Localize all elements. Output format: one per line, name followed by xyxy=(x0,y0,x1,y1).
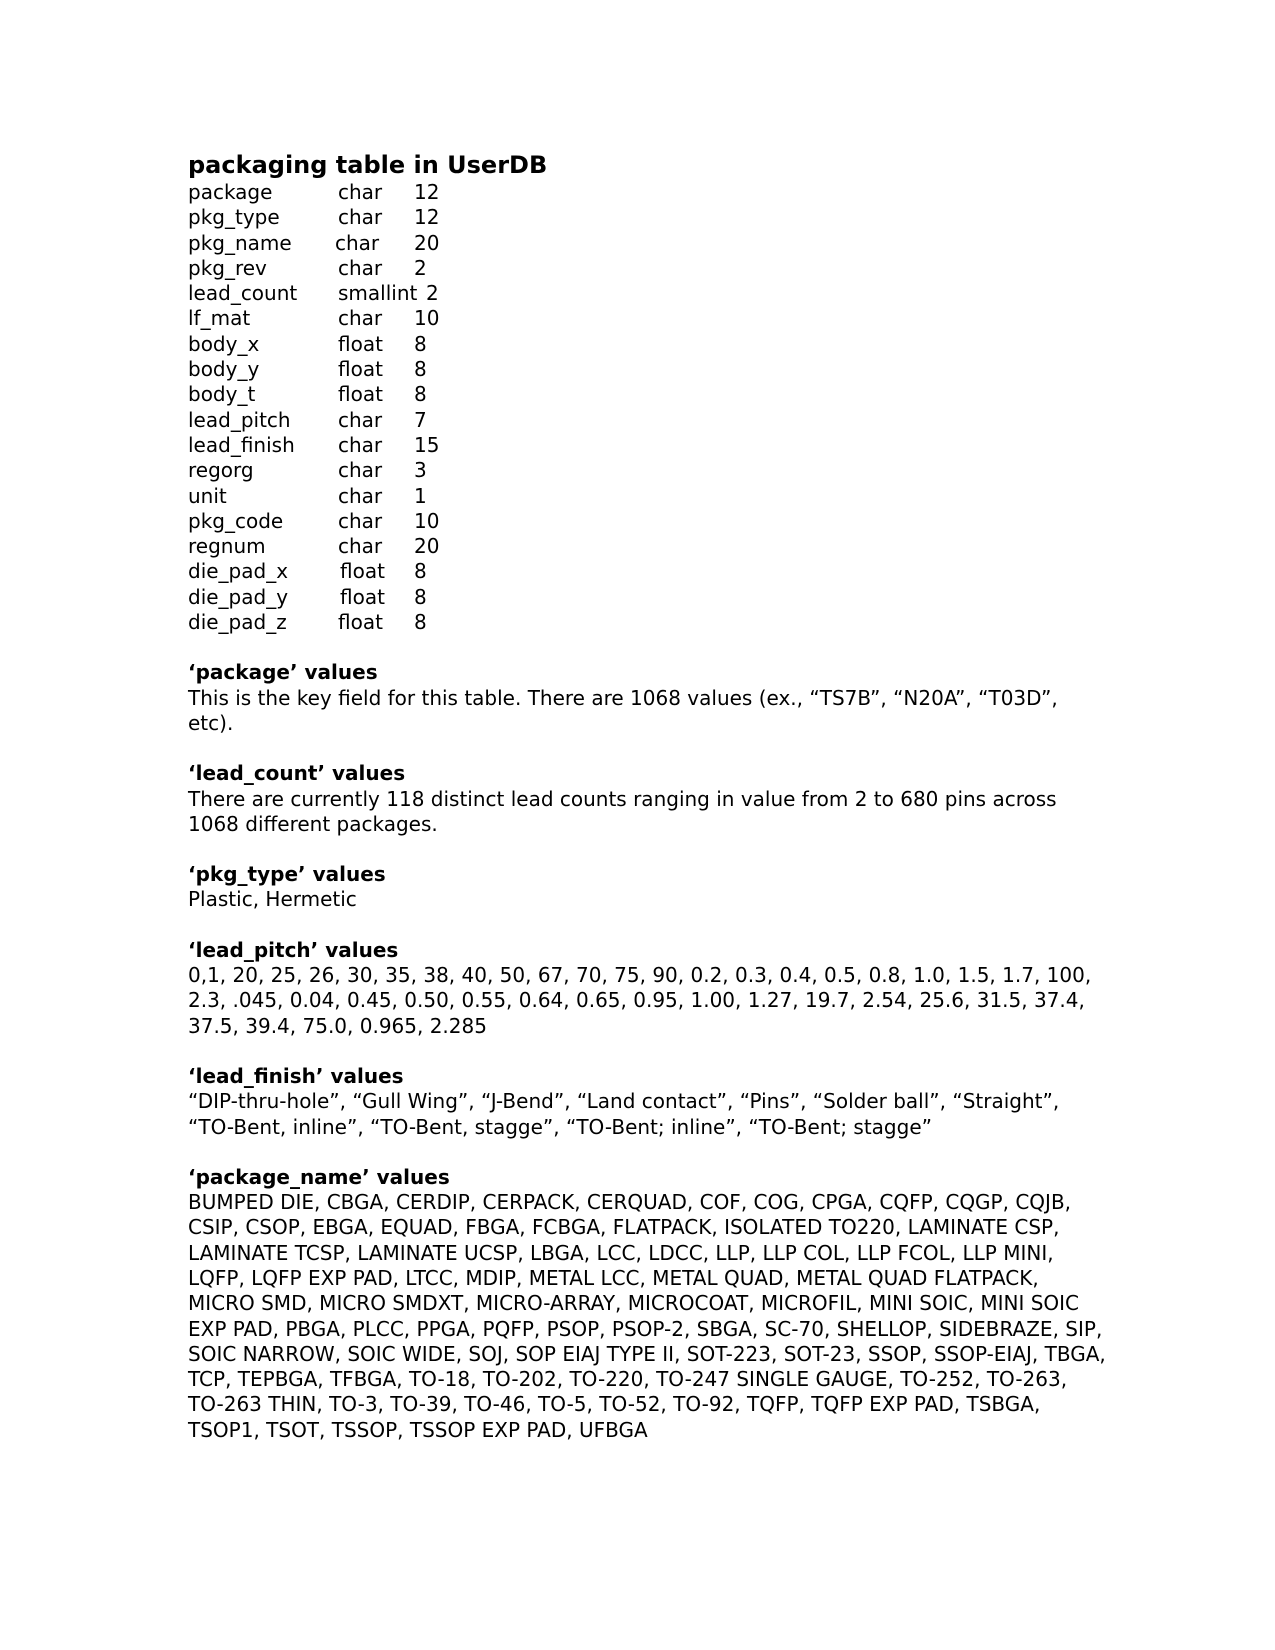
field-row xyxy=(188,281,1108,306)
field-row xyxy=(188,585,1108,610)
field-type: char xyxy=(338,508,383,533)
section-lead-count-values xyxy=(188,761,1108,837)
field-type: char xyxy=(338,407,383,432)
field-row xyxy=(188,484,1108,509)
field-size: 8 xyxy=(414,584,427,609)
field-row xyxy=(188,357,1108,382)
field-row xyxy=(188,306,1108,331)
field-row xyxy=(188,231,1108,256)
section-package-values xyxy=(188,660,1108,736)
field-name: regnum xyxy=(188,534,266,559)
field-size: 12 xyxy=(414,180,440,204)
section-lead-pitch-values xyxy=(188,938,1108,1039)
field-size: 8 xyxy=(414,357,427,382)
section-heading: ‘lead_pitch’ values xyxy=(188,937,399,962)
field-row xyxy=(188,408,1108,433)
field-name: lead_pitch xyxy=(188,407,291,432)
page-title: packaging table in UserDB xyxy=(188,151,548,179)
section-heading: ‘lead_count’ values xyxy=(188,761,406,786)
field-type: float xyxy=(338,357,383,382)
field-row xyxy=(188,332,1108,357)
section-heading: ‘pkg_type’ values xyxy=(188,862,386,887)
field-type: float xyxy=(338,382,383,407)
field-size: 1 xyxy=(414,483,427,508)
section-body: There are currently 118 distinct lead counts ranging in value from 2 to 680 pins across 1068 different packages. xyxy=(188,786,1057,836)
field-size: 8 xyxy=(414,610,427,635)
field-row xyxy=(188,458,1108,483)
section-heading: ‘package’ values xyxy=(188,660,378,685)
field-size: 12 xyxy=(414,205,440,230)
field-name: body_x xyxy=(188,331,260,356)
field-type: char xyxy=(338,432,383,457)
field-name: unit xyxy=(188,483,227,508)
field-size: 10 xyxy=(414,508,440,533)
field-type: float xyxy=(338,610,383,635)
section-heading: ‘lead_finish’ values xyxy=(188,1063,404,1088)
field-name: die_pad_x xyxy=(188,559,289,584)
field-size: 8 xyxy=(414,331,427,356)
field-name: lead_finish xyxy=(188,432,295,457)
field-size: 20 xyxy=(414,230,440,255)
field-row xyxy=(188,534,1108,559)
section-body: BUMPED DIE, CBGA, CERDIP, CERPACK, CERQUAD, COF, COG, CPGA, CQFP, CQGP, CQJB, CSIP, CSOP, EBGA, EQUAD, FBGA, FCBGA, FLATPACK, ISOLATED TO220, LAMINATE CSP, LAMINATE TCSP, LAMINATE UCSP, LBGA, LCC, LDCC, LLP, LLP COL, LLP FCOL, LLP MINI, LQFP, LQFP EXP PAD, LTCC, MDIP, METAL LCC, METAL QUAD, METAL QUAD FLATPACK, MICRO SMD, MICRO SMDXT, MICRO-ARRAY, MICROCOAT, MICROFIL, MINI SOIC, MINI SOIC EXP PAD, PBGA, PLCC, PPGA, PQFP, PSOP, PSOP-2, SBGA, SC-70, SHELLOP, SIDEBRAZE, SIP, SOIC NARROW, SOIC WIDE, SOJ, SOP EIAJ TYPE II, SOT-223, SOT-23, SSOP, SSOP-EIAJ, TBGA, TCP, TEPBGA, TFBGA, TO-18, TO-202, TO-220, TO-247 SINGLE GAUGE, TO-252, TO-263, TO-263 THIN, TO-3, TO-39, TO-46, TO-5, TO-52, TO-92, TQFP, TQFP EXP PAD, TSBGA, TSOP1, TSOT, TSSOP, TSSOP EXP PAD, UFBGA xyxy=(188,1190,1106,1442)
field-list xyxy=(188,180,1108,635)
field-type: char xyxy=(338,458,383,483)
section-package-name-values xyxy=(188,1165,1108,1443)
section-body: This is the key field for this table. There are 1068 values (ex., “TS7B”, “N20A”, “T03D”, etc). xyxy=(188,685,1058,735)
field-type: char xyxy=(338,180,383,204)
field-name: die_pad_z xyxy=(188,610,287,635)
field-name: pkg_name xyxy=(188,230,292,255)
field-name: pkg_code xyxy=(188,508,284,533)
field-row xyxy=(188,205,1108,230)
field-row xyxy=(188,256,1108,281)
field-size: 8 xyxy=(414,382,427,407)
field-name: pkg_rev xyxy=(188,255,267,280)
field-row xyxy=(188,559,1108,584)
field-size: 10 xyxy=(414,306,440,331)
section-body: 0,1, 20, 25, 26, 30, 35, 38, 40, 50, 67, 70, 75, 90, 0.2, 0.3, 0.4, 0.5, 0.8, 1.0, 1.5, 1.7, 100, 2.3, .045, 0.04, 0.45, 0.50, 0.55, 0.64, 0.65, 0.95, 1.00, 1.27, 19.7, 2.54, 25.6, 31.5, 37.4, 37.5, 39.4, 75.0, 0.965, 2.285 xyxy=(188,963,1092,1038)
field-size: 2 xyxy=(426,281,439,306)
field-name: die_pad_y xyxy=(188,584,289,609)
field-name: lead_count xyxy=(188,281,298,306)
field-type: char xyxy=(335,230,380,255)
field-size: 2 xyxy=(414,255,427,280)
field-row xyxy=(188,509,1108,534)
document-page xyxy=(188,150,1108,1443)
field-size: 20 xyxy=(414,534,440,559)
field-name: pkg_type xyxy=(188,205,280,230)
field-name: body_y xyxy=(188,357,260,382)
field-row xyxy=(188,180,1108,205)
section-heading: ‘package_name’ values xyxy=(188,1164,450,1189)
field-type: smallint xyxy=(338,281,418,306)
field-name: body_t xyxy=(188,382,256,407)
field-type: char xyxy=(338,255,383,280)
field-type: float xyxy=(340,559,385,584)
section-lead-finish-values xyxy=(188,1064,1108,1140)
field-type: char xyxy=(338,306,383,331)
section-body: “DIP-thru-hole”, “Gull Wing”, “J-Bend”, “Land contact”, “Pins”, “Solder ball”, “Straight”, “TO-Bent, inline”, “TO-Bent, stagge”, “TO-Bent; inline”, “TO-Bent; stagge” xyxy=(188,1089,1060,1139)
field-type: float xyxy=(340,584,385,609)
field-size: 3 xyxy=(414,458,427,483)
field-name: package xyxy=(188,180,273,204)
field-name: regorg xyxy=(188,458,254,483)
field-type: float xyxy=(338,331,383,356)
field-name: lf_mat xyxy=(188,306,251,331)
field-size: 15 xyxy=(414,432,440,457)
field-type: char xyxy=(338,205,383,230)
field-type: char xyxy=(338,483,383,508)
field-size: 8 xyxy=(414,559,427,584)
field-size: 7 xyxy=(414,407,427,432)
section-pkg-type-values xyxy=(188,862,1108,913)
field-row xyxy=(188,382,1108,407)
section-body: Plastic, Hermetic xyxy=(188,887,357,912)
field-type: char xyxy=(338,534,383,559)
field-row xyxy=(188,433,1108,458)
field-row xyxy=(188,610,1108,635)
